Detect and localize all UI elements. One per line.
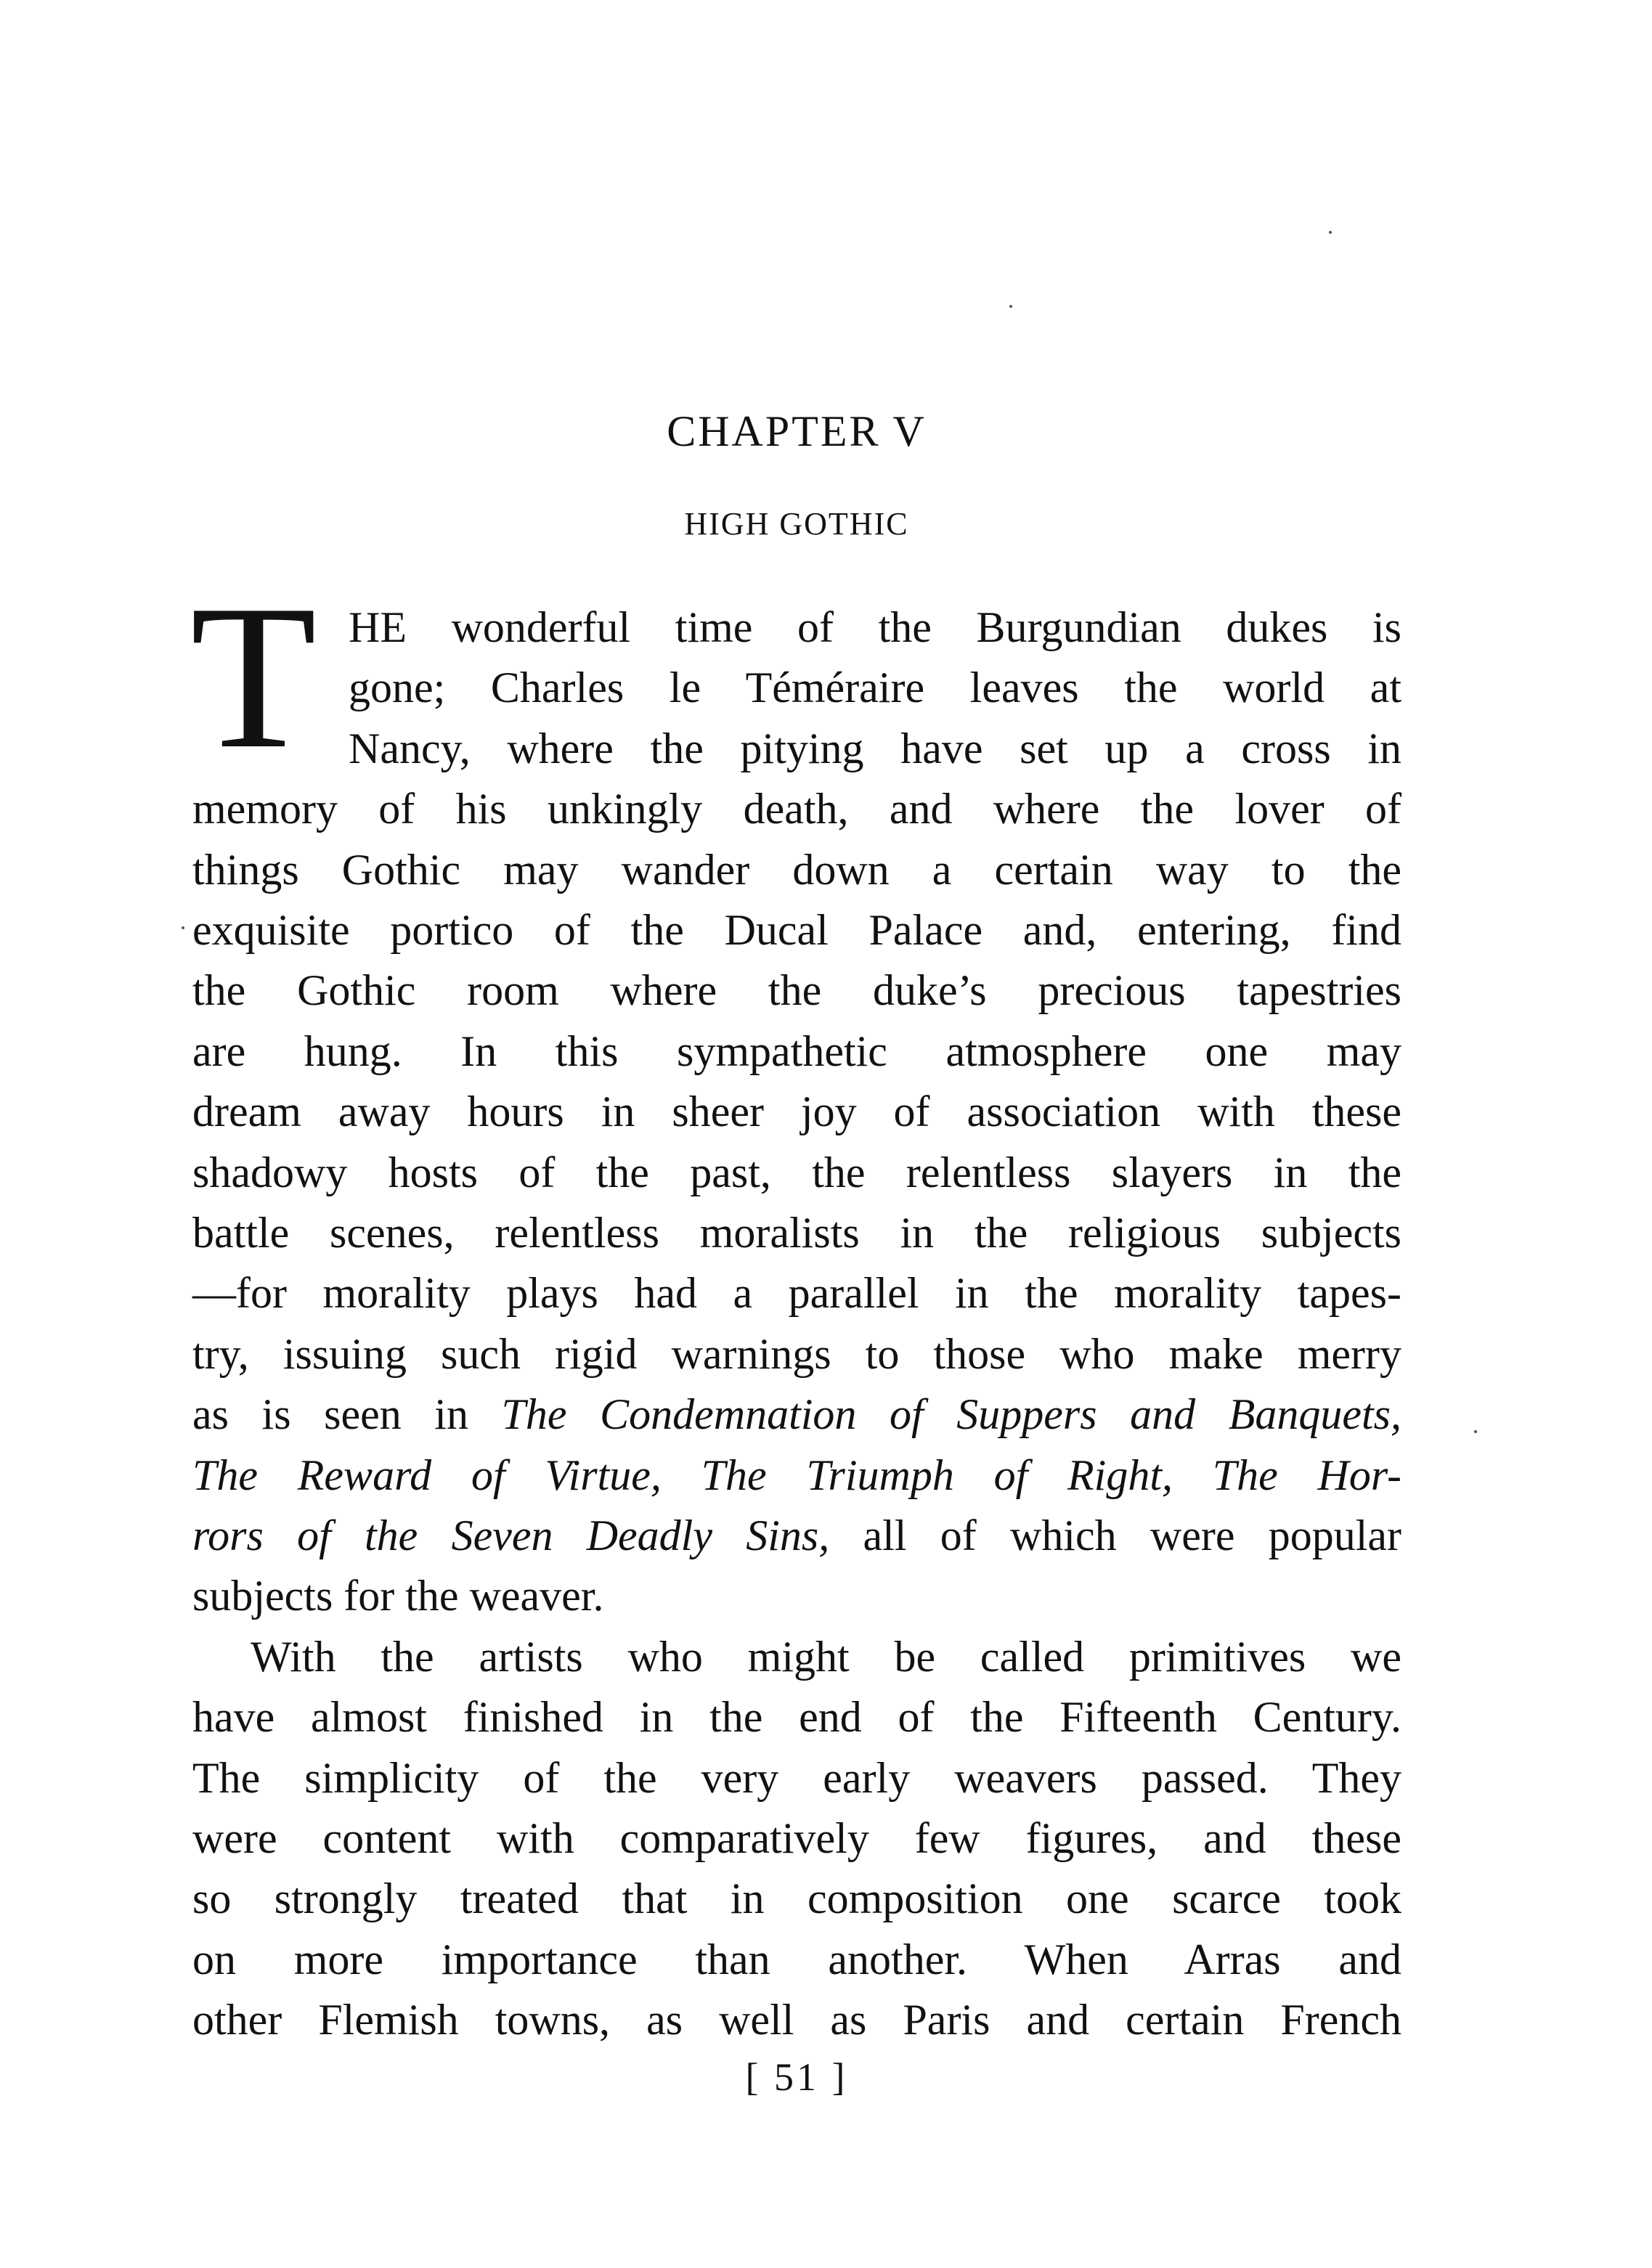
line-text: With the artists who might be called primitives we: [251, 1632, 1401, 1681]
line-text: HE wonderful time of the Burgundian dukes is: [349, 603, 1401, 651]
text-line: [192, 960, 1401, 1021]
line-text: were content with comparatively few figures, and these: [192, 1814, 1401, 1862]
chapter-title: CHAPTER V: [667, 407, 927, 455]
text-line: [192, 1808, 1401, 1869]
italic-title-text: The Condemnation of Suppers and Banquets,: [501, 1390, 1401, 1439]
text-line: [251, 1626, 1401, 1687]
chapter-subtitle: HIGH GOTHIC: [684, 506, 909, 542]
text-line: [192, 1565, 1401, 1626]
line-text: have almost finished in the end of the Fifteenth Century.: [192, 1693, 1401, 1742]
line-text: on more importance than another. When Arras and: [192, 1935, 1401, 1983]
paper-speck: [1329, 231, 1332, 234]
line-text: gone; Charles le Téméraire leaves the world at: [349, 664, 1401, 712]
text-line: [192, 1505, 1401, 1566]
line-text: so strongly treated that in composition one scarce took: [192, 1875, 1401, 1923]
text-line: [192, 1142, 1401, 1203]
line-text: all of which were popular: [829, 1512, 1401, 1559]
text-line: [192, 1747, 1401, 1808]
line-text: other Flemish towns, as well as Paris and certain French: [192, 1996, 1401, 2044]
text-line: [192, 1263, 1401, 1323]
paper-speck: [1474, 1430, 1477, 1433]
drop-cap: T: [190, 562, 317, 791]
line-text: memory of his unkingly death, and where the lover of: [192, 785, 1401, 833]
text-line: [192, 1445, 1401, 1506]
text-line: [192, 1323, 1401, 1384]
italic-title-text: The Reward of Virtue, The Triumph of Right, The Hor-: [192, 1451, 1401, 1499]
text-line: [192, 900, 1401, 960]
text-line: [192, 1686, 1401, 1747]
text-line: [349, 718, 1401, 779]
text-line: [192, 839, 1401, 900]
text-line: [349, 597, 1401, 658]
text-line: [192, 1384, 1401, 1445]
line-text: shadowy hosts of the past, the relentless slayers in the: [192, 1148, 1401, 1196]
text-line: [192, 1202, 1401, 1263]
text-line: [192, 1929, 1401, 1990]
line-text: Nancy, where the pitying have set up a cross in: [349, 724, 1401, 772]
paper-speck: [1009, 305, 1012, 308]
line-text: —for morality plays had a parallel in the morality tapes-: [192, 1269, 1401, 1318]
text-line: [192, 1021, 1401, 1082]
line-text: battle scenes, relentless moralists in the religious subjects: [192, 1209, 1401, 1257]
text-line: [192, 1989, 1401, 2050]
line-text: exquisite portico of the Ducal Palace and, entering, find: [192, 906, 1401, 954]
italic-title-text: rors of the Seven Deadly Sins,: [192, 1512, 830, 1559]
line-text: dream away hours in sheer joy of association with these: [192, 1088, 1401, 1136]
line-text: things Gothic may wander down a certain way to the: [192, 845, 1401, 894]
page-number: [ 51 ]: [745, 2055, 848, 2099]
paper-speck: [182, 926, 184, 929]
text-line: [192, 1081, 1401, 1142]
line-text: as is seen in: [192, 1390, 502, 1439]
text-line: [192, 1868, 1401, 1929]
text-line: [349, 657, 1401, 718]
line-text: the Gothic room where the duke’s precious tapestries: [192, 966, 1401, 1015]
line-text: are hung. In this sympathetic atmosphere one may: [192, 1027, 1401, 1075]
line-text: The simplicity of the very early weavers passed. They: [192, 1753, 1401, 1802]
line-text: try, issuing such rigid warnings to those who make merry: [192, 1329, 1401, 1378]
line-text: subjects for the weaver.: [192, 1572, 604, 1620]
text-line: [192, 778, 1401, 839]
